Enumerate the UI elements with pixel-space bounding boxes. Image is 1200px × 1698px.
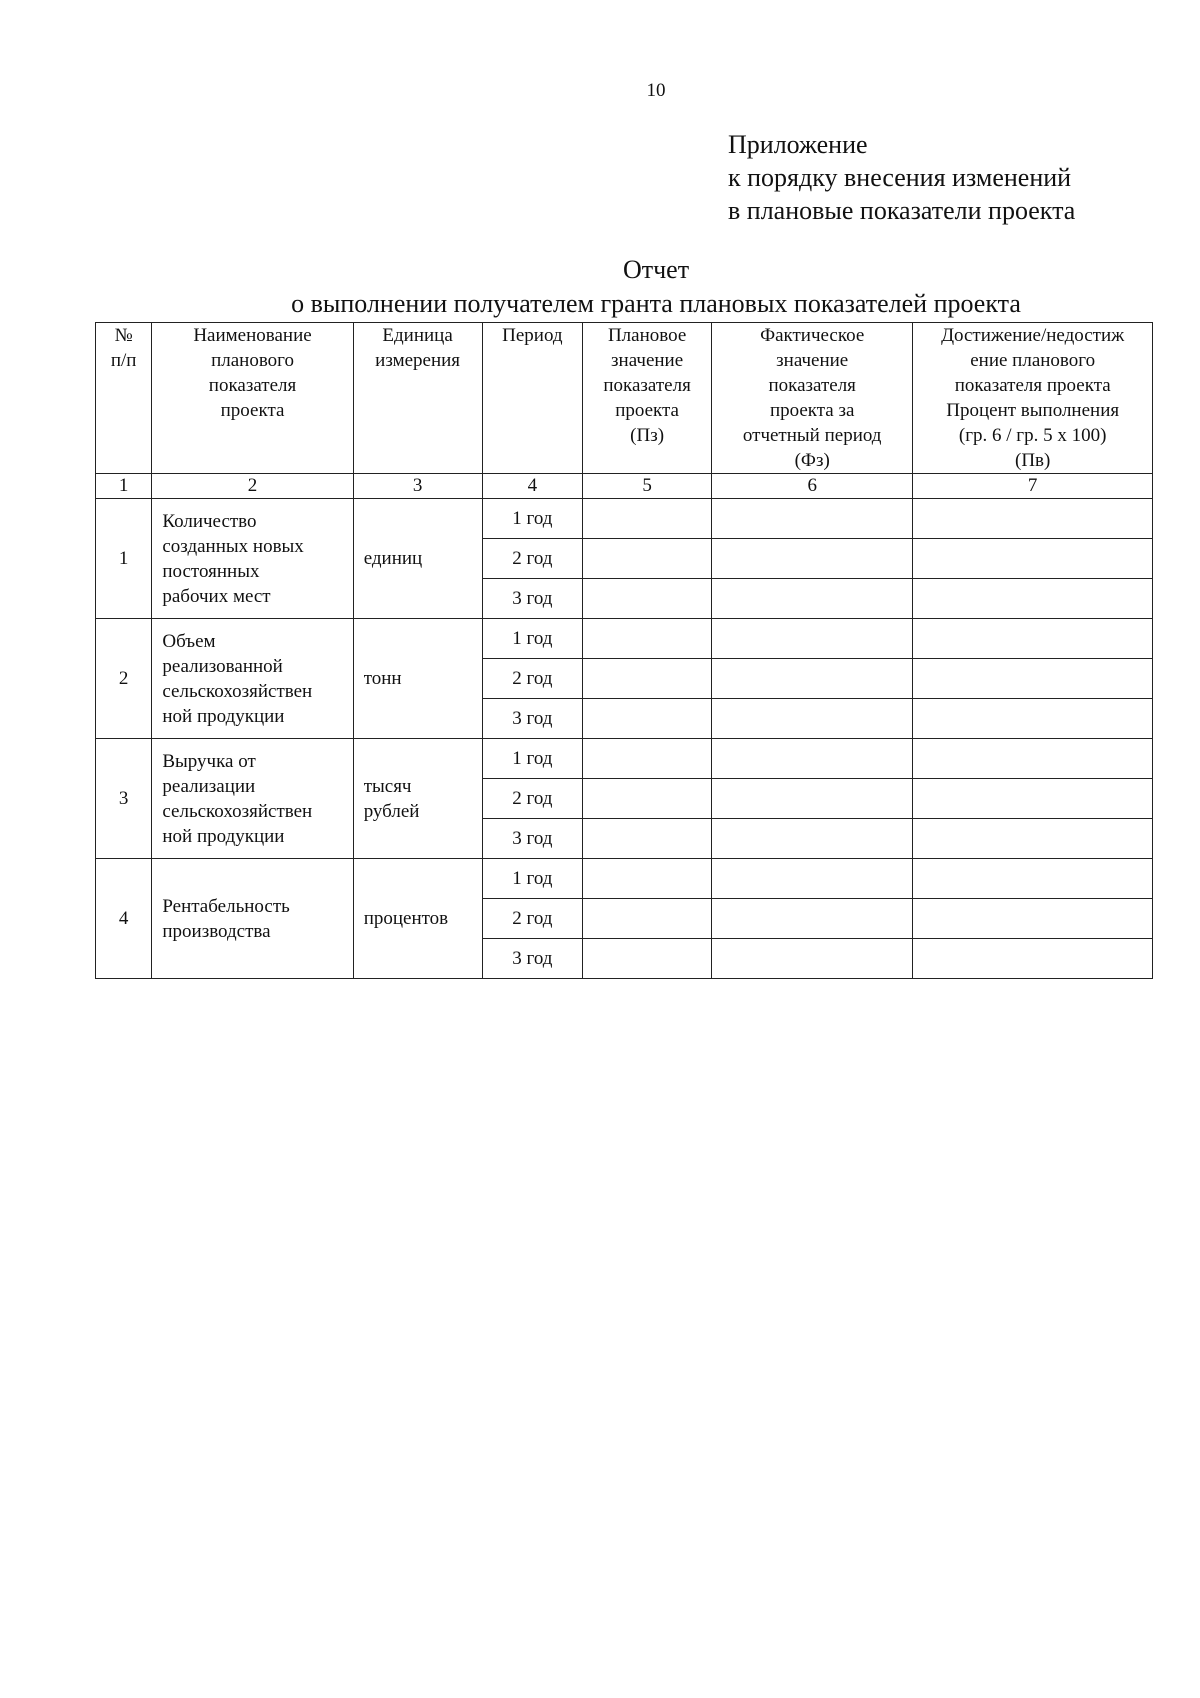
table-row <box>96 739 1153 779</box>
completion-percent-cell[interactable] <box>913 539 1153 579</box>
indicator-name-line: рабочих мест <box>162 585 271 607</box>
planned-value-cell[interactable] <box>583 659 712 699</box>
completion-percent-cell[interactable] <box>913 939 1153 979</box>
completion-percent-cell[interactable] <box>913 859 1153 899</box>
header-text: значение <box>776 350 849 371</box>
header-text: проекта <box>615 400 679 421</box>
report-table <box>95 322 1153 979</box>
column-number: 6 <box>712 474 913 499</box>
planned-value-cell[interactable] <box>583 899 712 939</box>
row-number: 1 <box>96 499 152 619</box>
row-number: 2 <box>96 619 152 739</box>
completion-percent-cell[interactable] <box>913 899 1153 939</box>
indicator-name-line: созданных новых <box>162 535 304 557</box>
header-text: Единица <box>382 325 453 346</box>
table-row <box>96 859 1153 899</box>
period-cell: 3 год <box>482 939 583 979</box>
report-subtitle: о выполнении получателем гранта плановых показателей проекта <box>291 289 1021 318</box>
header-text: (Пв) <box>1015 450 1051 471</box>
actual-value-cell[interactable] <box>712 699 913 739</box>
completion-percent-cell[interactable] <box>913 739 1153 779</box>
header-text: проекта <box>220 400 285 421</box>
table-row <box>96 619 1153 659</box>
header-text: значение <box>611 350 684 371</box>
header-text: измерения <box>375 350 461 371</box>
actual-value-cell[interactable] <box>712 939 913 979</box>
appendix-line: в плановые показатели проекта <box>728 196 1076 225</box>
indicator-name-line: сельскохозяйствен <box>162 800 313 822</box>
column-number: 2 <box>152 474 353 499</box>
header-text: п/п <box>110 350 137 371</box>
completion-percent-cell[interactable] <box>913 659 1153 699</box>
period-cell: 1 год <box>482 619 583 659</box>
page-number: 10 <box>646 80 666 101</box>
planned-value-cell[interactable] <box>583 539 712 579</box>
unit-of-measure <box>353 859 482 979</box>
period-cell: 3 год <box>482 699 583 739</box>
header-cell-6 <box>712 323 913 474</box>
actual-value-cell[interactable] <box>712 779 913 819</box>
row-number: 4 <box>96 859 152 979</box>
unit-of-measure <box>353 499 482 619</box>
column-numbers-row <box>96 474 1153 499</box>
period-cell: 2 год <box>482 659 583 699</box>
header-cell-1 <box>96 323 152 474</box>
header-cell-2 <box>152 323 353 474</box>
actual-value-cell[interactable] <box>712 739 913 779</box>
planned-value-cell[interactable] <box>583 819 712 859</box>
unit-of-measure <box>353 619 482 739</box>
actual-value-cell[interactable] <box>712 899 913 939</box>
completion-percent-cell[interactable] <box>913 499 1153 539</box>
header-cell-3 <box>353 323 482 474</box>
header-text: показателя проекта <box>954 375 1111 396</box>
appendix-line: к порядку внесения изменений <box>728 163 1072 192</box>
period-cell: 3 год <box>482 819 583 859</box>
period-cell: 2 год <box>482 539 583 579</box>
header-text: Наименование <box>193 325 312 346</box>
actual-value-cell[interactable] <box>712 859 913 899</box>
period-cell: 1 год <box>482 859 583 899</box>
header-text: показателя <box>603 375 691 396</box>
header-text: Процент выполнения <box>946 400 1120 421</box>
header-cell-7 <box>913 323 1153 474</box>
indicator-name-line: ной продукции <box>162 825 285 847</box>
header-text: отчетный период <box>742 425 882 446</box>
header-text: показателя <box>768 375 856 396</box>
header-text: Достижение/недостиж <box>941 325 1125 346</box>
header-row <box>96 323 1153 474</box>
header-text: проекта за <box>769 400 855 421</box>
indicator-name-line: постоянных <box>162 560 260 582</box>
header-text: № <box>114 325 133 346</box>
indicator-name <box>152 499 353 619</box>
appendix-line: Приложение <box>728 130 868 159</box>
indicator-name-line: Выручка от <box>162 750 256 772</box>
header-text: показателя <box>208 375 297 396</box>
period-cell: 1 год <box>482 739 583 779</box>
header-text: планового <box>211 350 294 371</box>
header-cell-5 <box>583 323 712 474</box>
header-text: Плановое <box>607 325 687 346</box>
unit-line: процентов <box>363 908 449 929</box>
completion-percent-cell[interactable] <box>913 699 1153 739</box>
planned-value-cell[interactable] <box>583 619 712 659</box>
unit-line: тысяч <box>363 775 412 797</box>
indicator-name-line: реализованной <box>162 655 283 677</box>
header-text: (Фз) <box>794 450 830 471</box>
planned-value-cell[interactable] <box>583 939 712 979</box>
header-cell-4 <box>482 323 583 474</box>
indicator-name-line: реализации <box>162 775 256 797</box>
planned-value-cell[interactable] <box>583 499 712 539</box>
planned-value-cell[interactable] <box>583 779 712 819</box>
completion-percent-cell[interactable] <box>913 819 1153 859</box>
indicator-name-line: сельскохозяйствен <box>162 680 313 702</box>
actual-value-cell[interactable] <box>712 819 913 859</box>
column-number: 3 <box>353 474 482 499</box>
header-text: Фактическое <box>760 325 865 346</box>
completion-percent-cell[interactable] <box>913 579 1153 619</box>
planned-value-cell[interactable] <box>583 739 712 779</box>
actual-value-cell[interactable] <box>712 539 913 579</box>
period-cell: 1 год <box>482 499 583 539</box>
column-number: 1 <box>96 474 152 499</box>
column-number: 4 <box>482 474 583 499</box>
actual-value-cell[interactable] <box>712 579 913 619</box>
indicator-name-line: производства <box>162 920 271 942</box>
table-row <box>96 499 1153 539</box>
completion-percent-cell[interactable] <box>913 779 1153 819</box>
actual-value-cell[interactable] <box>712 499 913 539</box>
indicator-name <box>152 859 353 979</box>
indicator-name-line: Объем <box>162 630 216 652</box>
header-text: (Пз) <box>630 425 665 446</box>
period-cell: 3 год <box>482 579 583 619</box>
report-title: Отчет <box>622 255 690 284</box>
unit-line: тонн <box>363 668 402 689</box>
indicator-name-line: ной продукции <box>162 705 285 727</box>
period-cell: 2 год <box>482 899 583 939</box>
appendix-note <box>728 128 1075 227</box>
actual-value-cell[interactable] <box>712 659 913 699</box>
column-number: 5 <box>583 474 712 499</box>
unit-line: единиц <box>363 548 423 569</box>
unit-of-measure <box>353 739 482 859</box>
header-text: ение планового <box>970 350 1096 371</box>
planned-value-cell[interactable] <box>583 579 712 619</box>
planned-value-cell[interactable] <box>583 699 712 739</box>
actual-value-cell[interactable] <box>712 619 913 659</box>
unit-line: рублей <box>363 800 420 822</box>
header-text: (гр. 6 / гр. 5 х 100) <box>958 425 1107 446</box>
period-cell: 2 год <box>482 779 583 819</box>
indicator-name-line: Количество <box>162 510 257 532</box>
planned-value-cell[interactable] <box>583 859 712 899</box>
indicator-name <box>152 739 353 859</box>
header-text: Период <box>502 325 563 346</box>
column-number: 7 <box>913 474 1153 499</box>
completion-percent-cell[interactable] <box>913 619 1153 659</box>
row-number: 3 <box>96 739 152 859</box>
indicator-name-line: Рентабельность <box>162 895 290 917</box>
indicator-name <box>152 619 353 739</box>
